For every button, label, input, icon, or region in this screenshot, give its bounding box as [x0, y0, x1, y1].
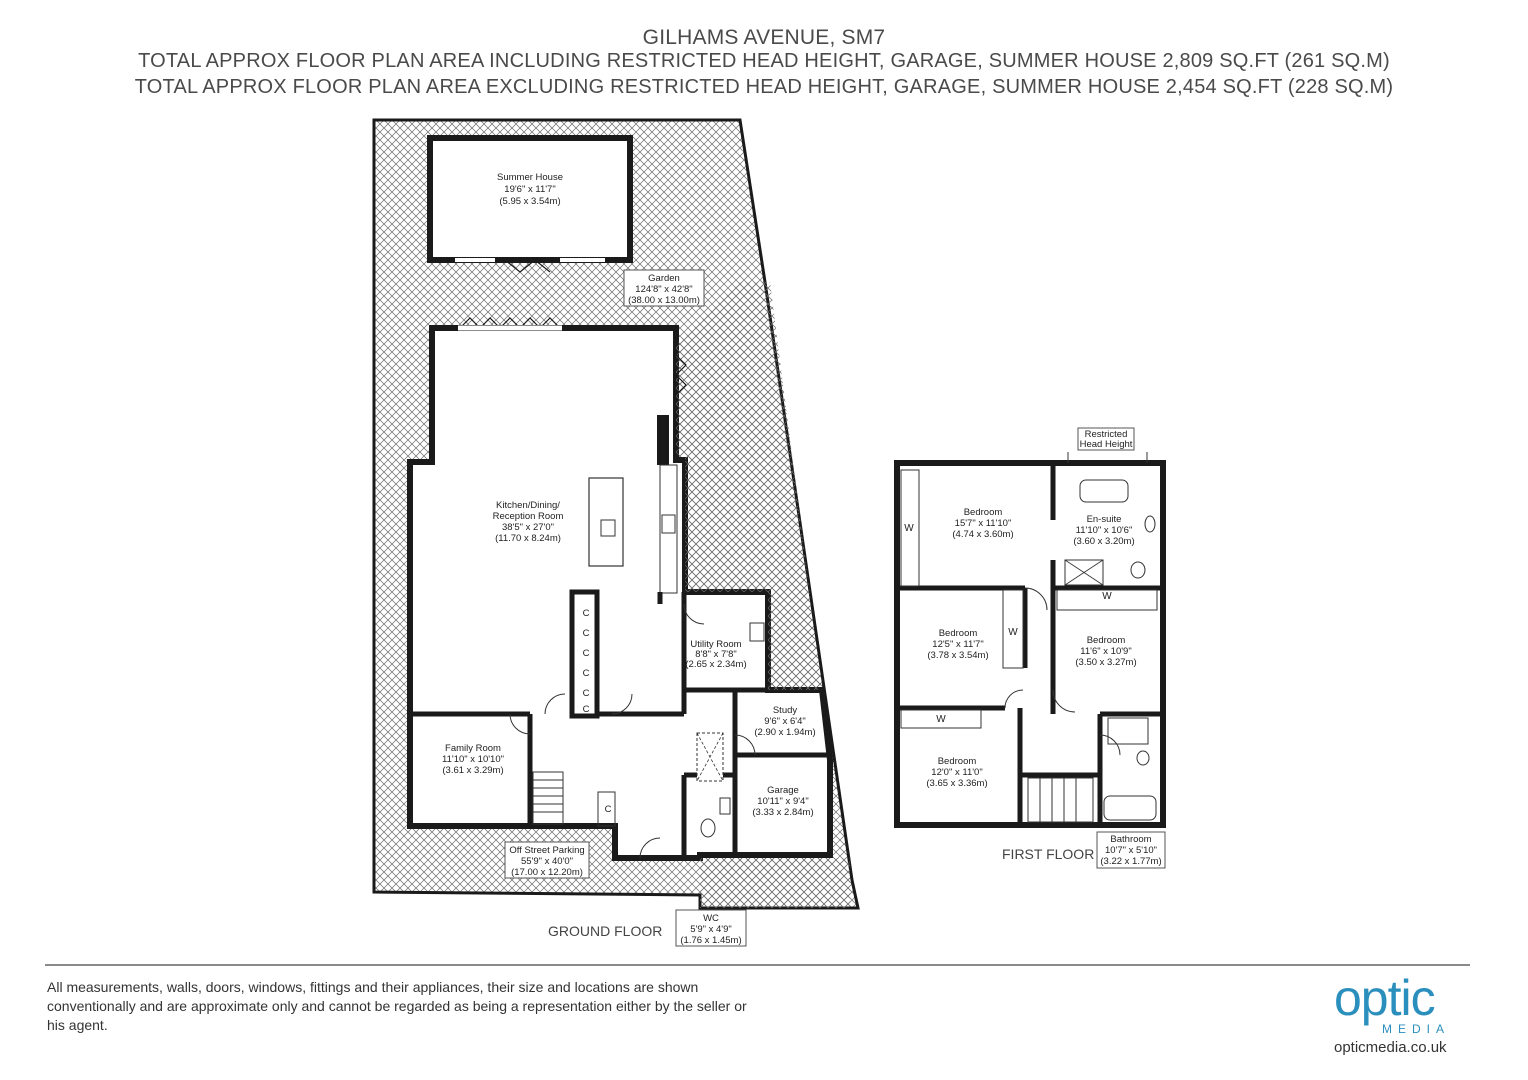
wardrobe-label: W: [904, 523, 914, 534]
svg-text:Garage: Garage: [767, 785, 799, 796]
svg-text:Bathroom: Bathroom: [1110, 834, 1152, 845]
wardrobe-label: W: [1008, 627, 1018, 638]
svg-text:11'10" x 10'6": 11'10" x 10'6": [1075, 525, 1133, 536]
logo-url: opticmedia.co.uk: [1334, 1039, 1447, 1056]
svg-text:(17.00 x 12.20m): (17.00 x 12.20m): [511, 867, 583, 878]
svg-text:(3.50 x 3.27m): (3.50 x 3.27m): [1075, 657, 1137, 668]
svg-text:(3.60 x 3.20m): (3.60 x 3.20m): [1073, 536, 1135, 547]
svg-text:Reception Room: Reception Room: [492, 511, 564, 522]
svg-text:Kitchen/Dining/: Kitchen/Dining/: [496, 500, 560, 511]
svg-text:12'0" x 11'0": 12'0" x 11'0": [931, 767, 983, 778]
disclaimer-text: All measurements, walls, doors, windows, fittings and their appliances, their size and locations are shown conventionally and are approximate only and cannot be regarded as being a representation either by the seller or his agent.: [47, 979, 747, 1033]
restricted-line2: Head Height: [1079, 439, 1133, 450]
svg-text:10'11" x 9'4": 10'11" x 9'4": [757, 796, 809, 807]
svg-text:55'9" x 40'0": 55'9" x 40'0": [520, 856, 574, 867]
svg-text:Off Street Parking: Off Street Parking: [509, 845, 585, 856]
svg-text:Bedroom: Bedroom: [937, 756, 977, 767]
svg-text:Family Room: Family Room: [445, 743, 501, 754]
svg-text:Bedroom: Bedroom: [938, 628, 978, 639]
plan-title: GILHAMS AVENUE, SM7: [642, 26, 886, 49]
footer-divider: [45, 964, 1470, 966]
logo-main: optic: [1334, 970, 1435, 1026]
svg-text:5'9" x 4'9": 5'9" x 4'9": [690, 924, 732, 935]
svg-text:WC: WC: [703, 913, 719, 924]
svg-text:Utility Room: Utility Room: [690, 639, 742, 650]
wardrobe-label: W: [1102, 591, 1112, 602]
svg-text:12'5" x 11'7": 12'5" x 11'7": [932, 639, 984, 650]
area-including-line: TOTAL APPROX FLOOR PLAN AREA INCLUDING RESTRICTED HEAD HEIGHT, GARAGE, SUMMER HOUSE 2,809 SQ.FT (261 SQ.M): [138, 50, 1390, 72]
cupboard-label: C: [582, 688, 590, 699]
svg-text:9'6" x 6'4": 9'6" x 6'4": [764, 716, 806, 727]
svg-text:8'8" x 7'8": 8'8" x 7'8": [695, 649, 737, 660]
wardrobe-label: W: [936, 714, 946, 725]
svg-text:(2.90 x 1.94m): (2.90 x 1.94m): [754, 727, 816, 738]
cupboard-label: C: [582, 628, 590, 639]
kitchen-label: [493, 500, 564, 544]
svg-text:(3.65 x 3.36m): (3.65 x 3.36m): [926, 778, 988, 789]
svg-text:(5.95 x 3.54m): (5.95 x 3.54m): [499, 196, 561, 207]
svg-text:15'7" x 11'10": 15'7" x 11'10": [954, 518, 1012, 529]
svg-text:Garden: Garden: [648, 273, 680, 284]
ground-floor-label: GROUND FLOOR: [548, 923, 663, 939]
svg-text:(1.76 x 1.45m): (1.76 x 1.45m): [680, 935, 742, 946]
svg-text:En-suite: En-suite: [1086, 514, 1122, 525]
svg-text:(3.22 x 1.77m): (3.22 x 1.77m): [1100, 856, 1162, 867]
svg-text:11'10" x 10'10": 11'10" x 10'10": [442, 754, 504, 765]
svg-text:Summer House: Summer House: [497, 172, 563, 183]
optic-media-logo: [1330, 970, 1475, 1060]
svg-text:(2.65 x 2.34m): (2.65 x 2.34m): [685, 659, 747, 670]
svg-text:19'6" x 11'7": 19'6" x 11'7": [504, 184, 556, 195]
svg-text:(3.78 x 3.54m): (3.78 x 3.54m): [927, 650, 989, 661]
cupboard-label: C: [604, 804, 612, 815]
svg-text:Bedroom: Bedroom: [963, 507, 1003, 518]
svg-text:(11.70 x 8.24m): (11.70 x 8.24m): [495, 533, 561, 544]
first-floor-label: FIRST FLOOR: [1002, 846, 1095, 862]
svg-text:11'6" x 10'9": 11'6" x 10'9": [1080, 646, 1132, 657]
summer-house-label: [497, 172, 563, 207]
area-excluding-line: TOTAL APPROX FLOOR PLAN AREA EXCLUDING RESTRICTED HEAD HEIGHT, GARAGE, SUMMER HOUSE 2,454 SQ.FT (228 SQ.M): [134, 76, 1394, 98]
restricted-line1: Restricted: [1084, 429, 1128, 440]
svg-text:(38.00 x 13.00m): (38.00 x 13.00m): [628, 295, 700, 306]
cupboard-label: C: [582, 608, 590, 619]
svg-text:(3.61 x 3.29m): (3.61 x 3.29m): [442, 765, 504, 776]
svg-text:124'8" x 42'8": 124'8" x 42'8": [635, 284, 693, 295]
cupboard-label: C: [582, 704, 590, 715]
svg-text:38'5" x 27'0": 38'5" x 27'0": [501, 522, 555, 533]
svg-text:Bedroom: Bedroom: [1086, 635, 1126, 646]
svg-text:Study: Study: [772, 705, 798, 716]
svg-text:10'7" x 5'10": 10'7" x 5'10": [1104, 845, 1158, 856]
svg-text:(4.74 x 3.60m): (4.74 x 3.60m): [952, 529, 1014, 540]
cupboard-label: C: [582, 668, 590, 679]
svg-text:(3.33 x 2.84m): (3.33 x 2.84m): [752, 807, 814, 818]
logo-sub: MEDIA: [1382, 1022, 1451, 1036]
family-room-label: [442, 743, 504, 776]
cupboard-label: C: [582, 648, 590, 659]
